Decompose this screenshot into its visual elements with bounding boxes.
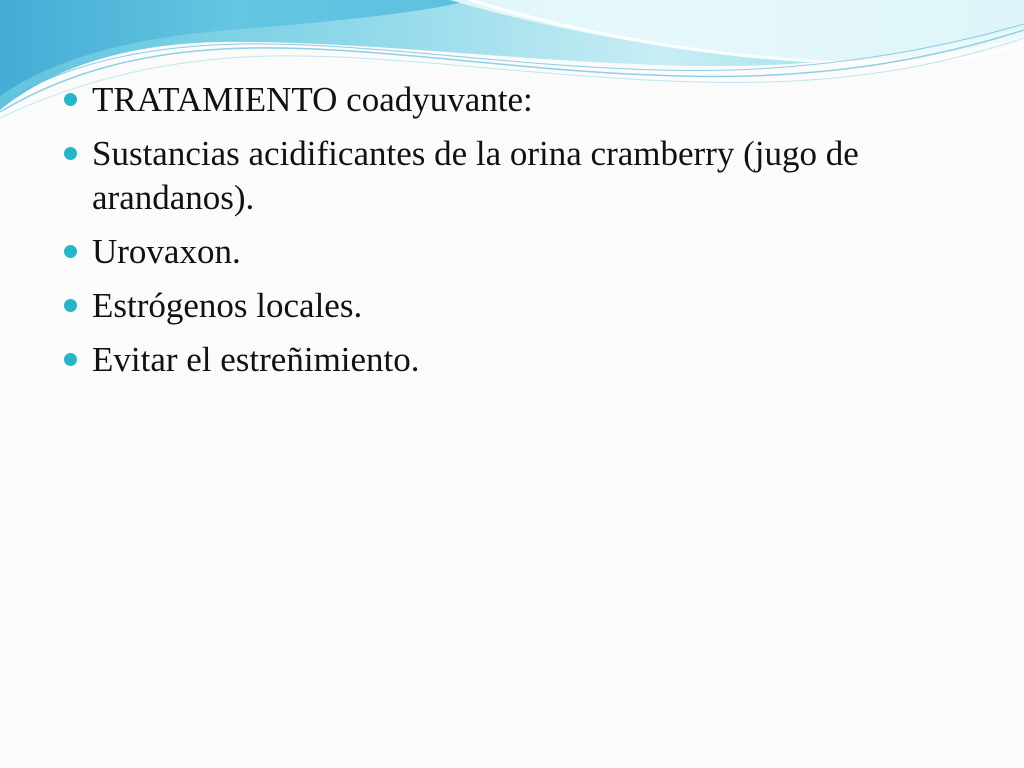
bullet-dot-icon — [64, 245, 77, 258]
bullet-dot-icon — [64, 299, 77, 312]
bullet-dot-icon — [64, 353, 77, 366]
bullet-text: Estrógenos locales. — [92, 286, 363, 325]
slide-body — [62, 78, 982, 392]
bullet-item — [62, 132, 982, 220]
bullet-item — [62, 78, 982, 122]
bullet-text: Evitar el estreñimiento. — [92, 340, 420, 379]
bullet-dot-icon — [64, 93, 77, 106]
bullet-item — [62, 230, 982, 274]
bullet-dot-icon — [64, 147, 77, 160]
bullet-item — [62, 284, 982, 328]
bullet-list — [62, 78, 982, 382]
bullet-item — [62, 338, 982, 382]
bullet-text: TRATAMIENTO coadyuvante: — [92, 80, 533, 119]
bullet-text: Sustancias acidificantes de la orina cramberry (jugo de arandanos). — [92, 134, 859, 217]
bullet-text: Urovaxon. — [92, 232, 241, 271]
